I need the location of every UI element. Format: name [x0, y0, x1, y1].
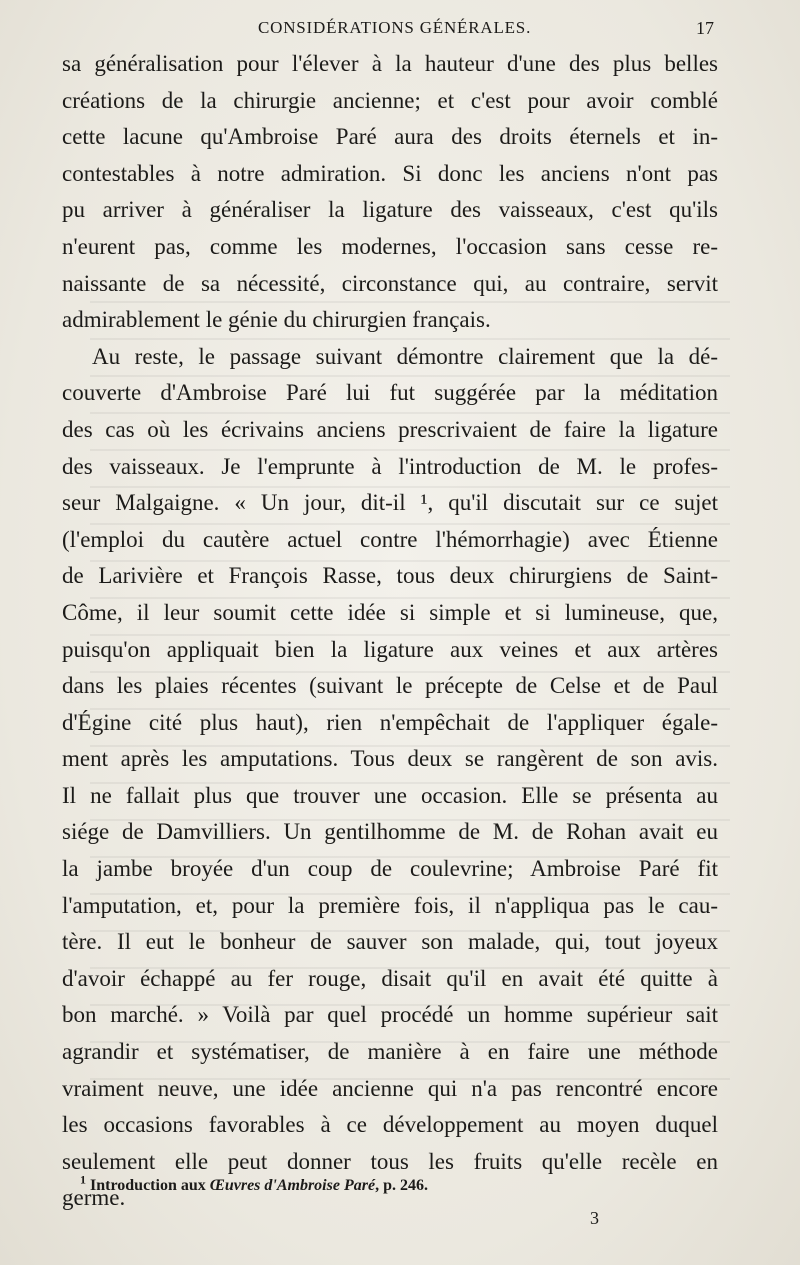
text-line: dans les plaies récentes (suivant le précepte de Celse et de Paul	[62, 673, 718, 699]
text-line: cette lacune qu'Ambroise Paré aura des droits éternels et in-	[62, 124, 718, 150]
footnote-marker: 1	[80, 1172, 86, 1187]
text-line: Au reste, le passage suivant démontre clairement que la dé-	[92, 343, 718, 369]
text-line: agrandir et systématiser, de manière à en faire une méthode	[62, 1039, 718, 1065]
text-line: tère. Il eut le bonheur de sauver son malade, qui, tout joyeux	[62, 929, 718, 955]
text-line: contestables à notre admiration. Si donc les anciens n'ont pas	[62, 160, 718, 186]
text-line: les occasions favorables à ce développement au moyen duquel	[62, 1112, 718, 1138]
text-line: siége de Damvilliers. Un gentilhomme de M. de Rohan avait eu	[62, 819, 718, 845]
text-line: Il ne fallait plus que trouver une occasion. Elle se présenta au	[62, 782, 718, 808]
text-line: puisqu'on appliquait bien la ligature aux veines et aux artères	[62, 636, 718, 662]
body-text	[62, 46, 718, 1217]
text-line: des vaisseaux. Je l'emprunte à l'introduction de M. le profes-	[62, 453, 718, 479]
text-line: d'Égine cité plus haut), rien n'empêchait de l'appliquer égale-	[62, 709, 718, 735]
text-line: (l'emploi du cautère actuel contre l'hémorrhagie) avec Étienne	[62, 526, 718, 552]
text-line: Côme, il leur soumit cette idée si simple et si lumineuse, que,	[62, 599, 718, 625]
running-head: CONSIDÉRATIONS GÉNÉRALES.	[258, 18, 532, 37]
footnote-title: Œuvres d'Ambroise Paré	[209, 1177, 376, 1194]
text-line: seur Malgaigne. « Un jour, dit-il ¹, qu'il discutait sur ce sujet	[62, 490, 718, 516]
text-line: naissante de sa nécessité, circonstance qui, au contraire, servit	[62, 270, 718, 296]
paragraph-1	[62, 46, 718, 339]
text-line: admirablement le génie du chirurgien français.	[62, 307, 491, 333]
text-line: sa généralisation pour l'élever à la hauteur d'une des plus belles	[62, 51, 718, 76]
text-line: créations de la chirurgie ancienne; et c'est pour avoir comblé	[62, 87, 718, 113]
text-line: ment après les amputations. Tous deux se rangèrent de son avis.	[62, 746, 718, 772]
footnote-text-before: Introduction aux	[90, 1177, 210, 1194]
footnote-text-after: , p. 246.	[375, 1177, 428, 1194]
text-line: pu arriver à généraliser la ligature des vaisseaux, c'est qu'ils	[62, 197, 718, 223]
text-line: bon marché. » Voilà par quel procédé un homme supérieur sait	[62, 1002, 718, 1028]
text-line: n'eurent pas, comme les modernes, l'occasion sans cesse re-	[62, 233, 718, 259]
page-number: 17	[696, 18, 714, 38]
text-line: des cas où les écrivains anciens prescrivaient de faire la ligature	[62, 416, 718, 442]
signature-mark: 3	[590, 1208, 599, 1228]
text-line: couverte d'Ambroise Paré lui fut suggérée par la méditation	[62, 380, 718, 406]
text-line: d'avoir échappé au fer rouge, disait qu'il en avait été quitte à	[62, 965, 718, 991]
footnote	[80, 1172, 428, 1195]
text-line: la jambe broyée d'un coup de coulevrine; Ambroise Paré fit	[62, 856, 718, 882]
text-line: de Larivière et François Rasse, tous deux chirurgiens de Saint-	[62, 563, 718, 589]
text-line: germe.	[62, 1185, 126, 1211]
paragraph-2	[62, 339, 718, 1217]
text-line: seulement elle peut donner tous les fruits qu'elle recèle en	[62, 1148, 718, 1174]
text-line: vraiment neuve, une idée ancienne qui n'a pas rencontré encore	[62, 1075, 718, 1101]
text-line: l'amputation, et, pour la première fois, il n'appliqua pas le cau-	[62, 892, 718, 918]
